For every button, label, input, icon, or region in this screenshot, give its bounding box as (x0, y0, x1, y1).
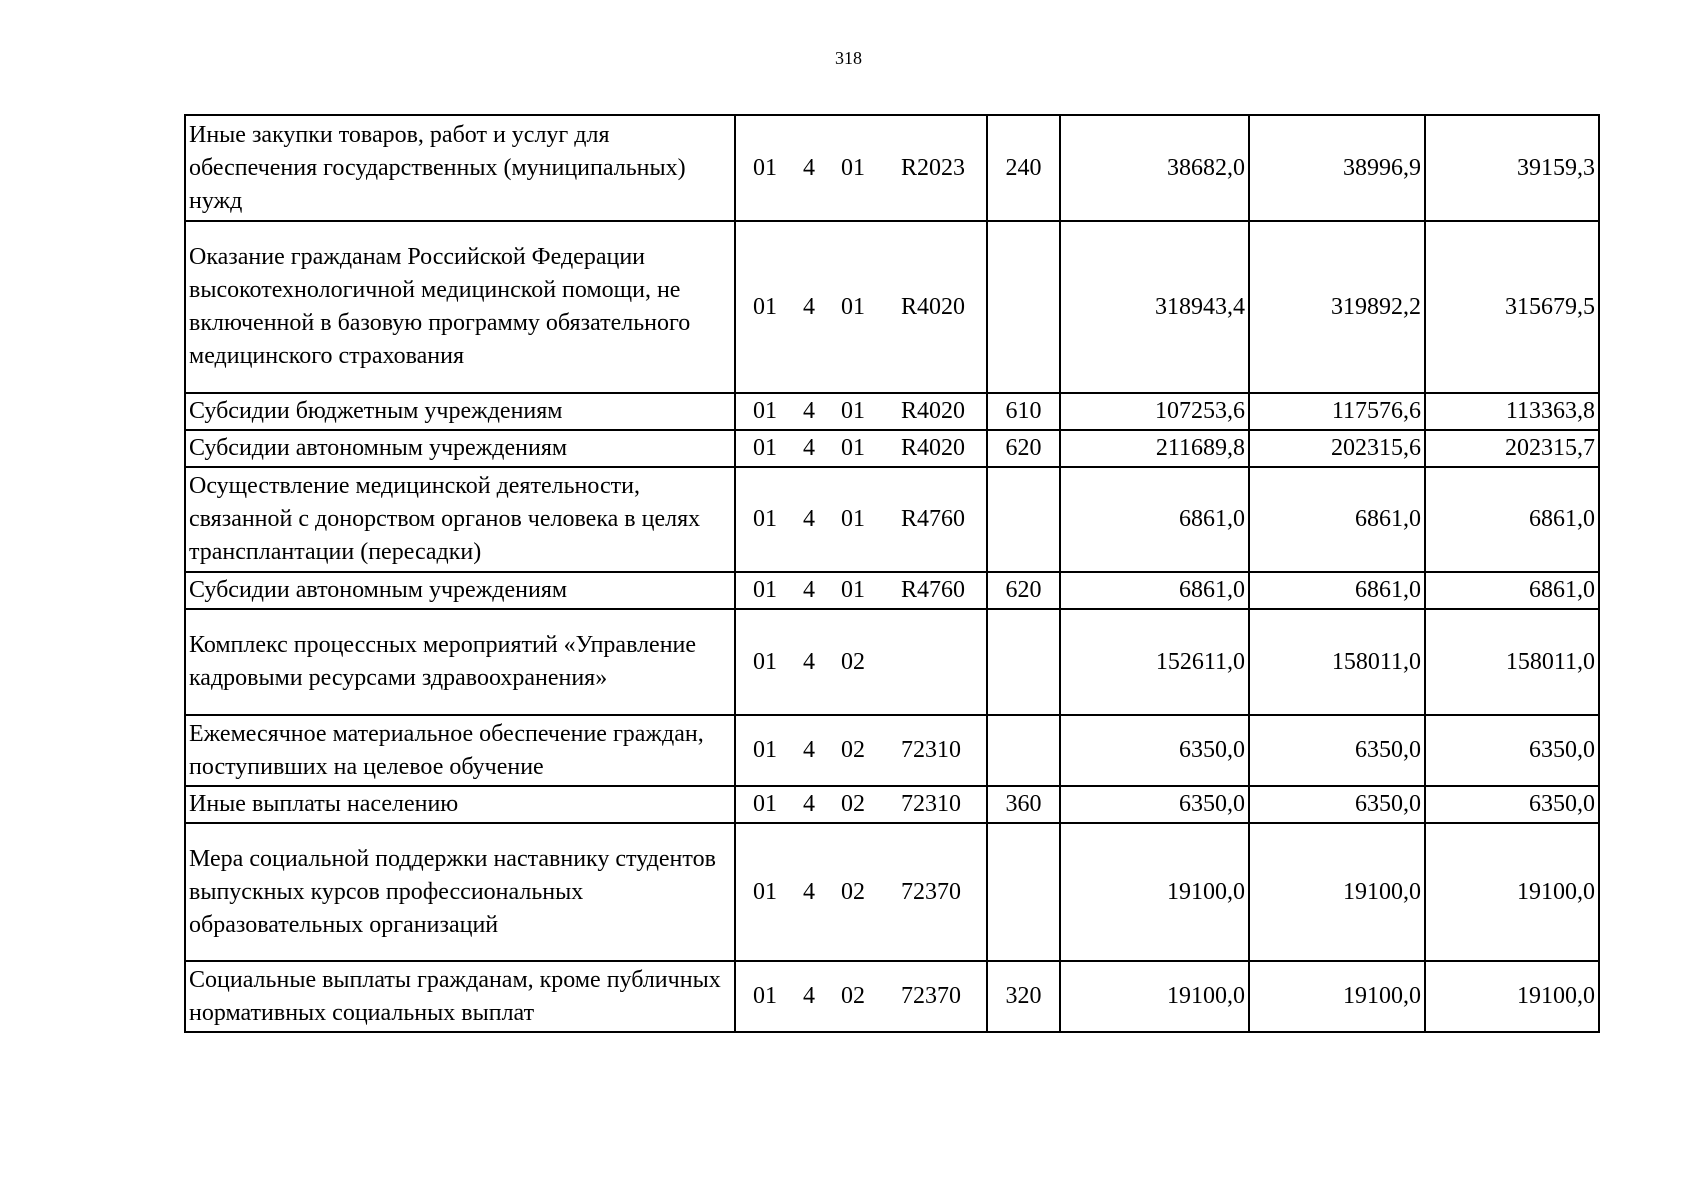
amount-year-2: 6350,0 (1249, 715, 1425, 786)
event-code: 01 (841, 293, 865, 320)
expense-type-code (987, 609, 1060, 715)
table-row (185, 572, 1599, 609)
direction-code: 72370 (901, 878, 961, 905)
row-name: Осуществление медицинской деятельности, связанной с донорством органов человека в целях трансплантации (пересадки) (185, 467, 735, 572)
amount-year-3: 19100,0 (1425, 823, 1599, 961)
code-cell (735, 823, 987, 961)
expense-type-code: 620 (987, 572, 1060, 609)
subprogram-code: 4 (803, 154, 815, 181)
expense-type-code: 620 (987, 430, 1060, 467)
direction-code: 72310 (901, 791, 961, 817)
row-name: Социальные выплаты гражданам, кроме публичных нормативных социальных выплат (185, 961, 735, 1032)
row-name: Субсидии автономным учреждениям (185, 572, 735, 609)
program-code: 01 (753, 293, 777, 320)
budget-table-body (185, 115, 1599, 1032)
amount-year-2: 6861,0 (1249, 572, 1425, 609)
amount-year-1: 19100,0 (1060, 823, 1249, 961)
amount-year-1: 6861,0 (1060, 572, 1249, 609)
code-cell (735, 609, 987, 715)
expense-type-code: 240 (987, 115, 1060, 221)
code-cell (735, 961, 987, 1032)
direction-code: R2023 (901, 154, 966, 181)
amount-year-3: 39159,3 (1425, 115, 1599, 221)
expense-type-code (987, 221, 1060, 393)
event-code: 01 (841, 577, 865, 603)
code-cell (735, 715, 987, 786)
program-code: 01 (753, 398, 777, 424)
program-code: 01 (753, 154, 777, 181)
amount-year-3: 6350,0 (1425, 715, 1599, 786)
amount-year-1: 211689,8 (1060, 430, 1249, 467)
table-row (185, 961, 1599, 1032)
amount-year-1: 107253,6 (1060, 393, 1249, 430)
page-number: 318 (835, 48, 862, 68)
expense-type-code (987, 467, 1060, 572)
direction-code: R4020 (901, 398, 966, 424)
expense-type-code: 610 (987, 393, 1060, 430)
program-code: 01 (753, 983, 777, 1009)
subprogram-code: 4 (803, 293, 815, 320)
table-row (185, 715, 1599, 786)
program-code: 01 (753, 506, 777, 532)
subprogram-code: 4 (803, 577, 815, 603)
amount-year-3: 6350,0 (1425, 786, 1599, 823)
code-cell (735, 115, 987, 221)
amount-year-2: 6861,0 (1249, 467, 1425, 572)
table-row (185, 467, 1599, 572)
program-code: 01 (753, 878, 777, 905)
amount-year-3: 315679,5 (1425, 221, 1599, 393)
direction-code: R4020 (901, 293, 966, 320)
table-row (185, 786, 1599, 823)
expense-type-code: 360 (987, 786, 1060, 823)
event-code: 02 (841, 878, 865, 905)
amount-year-2: 202315,6 (1249, 430, 1425, 467)
amount-year-1: 6350,0 (1060, 786, 1249, 823)
subprogram-code: 4 (803, 878, 815, 905)
table-row (185, 115, 1599, 221)
budget-table (184, 114, 1600, 1033)
row-name: Комплекс процессных мероприятий «Управление кадровыми ресурсами здравоохранения» (185, 609, 735, 715)
code-cell (735, 221, 987, 393)
amount-year-1: 6861,0 (1060, 467, 1249, 572)
amount-year-1: 152611,0 (1060, 609, 1249, 715)
amount-year-3: 6861,0 (1425, 467, 1599, 572)
row-name: Оказание гражданам Российской Федерации высокотехнологичной медицинской помощи, не включенной в базовую программу обязательного медицинского страхования (185, 221, 735, 393)
event-code: 01 (841, 506, 865, 532)
subprogram-code: 4 (803, 791, 815, 817)
amount-year-3: 158011,0 (1425, 609, 1599, 715)
program-code: 01 (753, 577, 777, 603)
row-name: Субсидии бюджетным учреждениям (185, 393, 735, 430)
table-row (185, 393, 1599, 430)
row-name: Мера социальной поддержки наставнику студентов выпускных курсов профессиональных образовательных организаций (185, 823, 735, 961)
direction-code: R4760 (901, 506, 966, 532)
row-name: Субсидии автономным учреждениям (185, 430, 735, 467)
code-cell (735, 572, 987, 609)
amount-year-3: 202315,7 (1425, 430, 1599, 467)
table-row (185, 221, 1599, 393)
direction-code: R4760 (901, 577, 966, 603)
program-code: 01 (753, 435, 777, 461)
subprogram-code: 4 (803, 506, 815, 532)
expense-type-code: 320 (987, 961, 1060, 1032)
amount-year-1: 6350,0 (1060, 715, 1249, 786)
amount-year-3: 113363,8 (1425, 393, 1599, 430)
amount-year-3: 19100,0 (1425, 961, 1599, 1032)
code-cell (735, 393, 987, 430)
amount-year-1: 38682,0 (1060, 115, 1249, 221)
event-code: 02 (841, 648, 865, 675)
subprogram-code: 4 (803, 398, 815, 424)
table-row (185, 823, 1599, 961)
table-row (185, 430, 1599, 467)
subprogram-code: 4 (803, 983, 815, 1009)
amount-year-1: 318943,4 (1060, 221, 1249, 393)
amount-year-2: 38996,9 (1249, 115, 1425, 221)
code-cell (735, 786, 987, 823)
event-code: 02 (841, 983, 865, 1009)
row-name: Ежемесячное материальное обеспечение граждан, поступивших на целевое обучение (185, 715, 735, 786)
row-name: Иные закупки товаров, работ и услуг для обеспечения государственных (муниципальных) нужд (185, 115, 735, 221)
event-code: 01 (841, 435, 865, 461)
row-name: Иные выплаты населению (185, 786, 735, 823)
subprogram-code: 4 (803, 435, 815, 461)
code-cell (735, 467, 987, 572)
event-code: 02 (841, 737, 865, 763)
code-cell (735, 430, 987, 467)
amount-year-2: 19100,0 (1249, 823, 1425, 961)
direction-code: R4020 (901, 435, 966, 461)
expense-type-code (987, 823, 1060, 961)
program-code: 01 (753, 791, 777, 817)
amount-year-3: 6861,0 (1425, 572, 1599, 609)
subprogram-code: 4 (803, 648, 815, 675)
direction-code: 72310 (901, 737, 961, 763)
program-code: 01 (753, 737, 777, 763)
direction-code: 72370 (901, 983, 961, 1009)
program-code: 01 (753, 648, 777, 675)
expense-type-code (987, 715, 1060, 786)
amount-year-2: 6350,0 (1249, 786, 1425, 823)
event-code: 01 (841, 154, 865, 181)
subprogram-code: 4 (803, 737, 815, 763)
table-row (185, 609, 1599, 715)
amount-year-2: 117576,6 (1249, 393, 1425, 430)
amount-year-2: 19100,0 (1249, 961, 1425, 1032)
amount-year-1: 19100,0 (1060, 961, 1249, 1032)
amount-year-2: 319892,2 (1249, 221, 1425, 393)
amount-year-2: 158011,0 (1249, 609, 1425, 715)
event-code: 02 (841, 791, 865, 817)
event-code: 01 (841, 398, 865, 424)
